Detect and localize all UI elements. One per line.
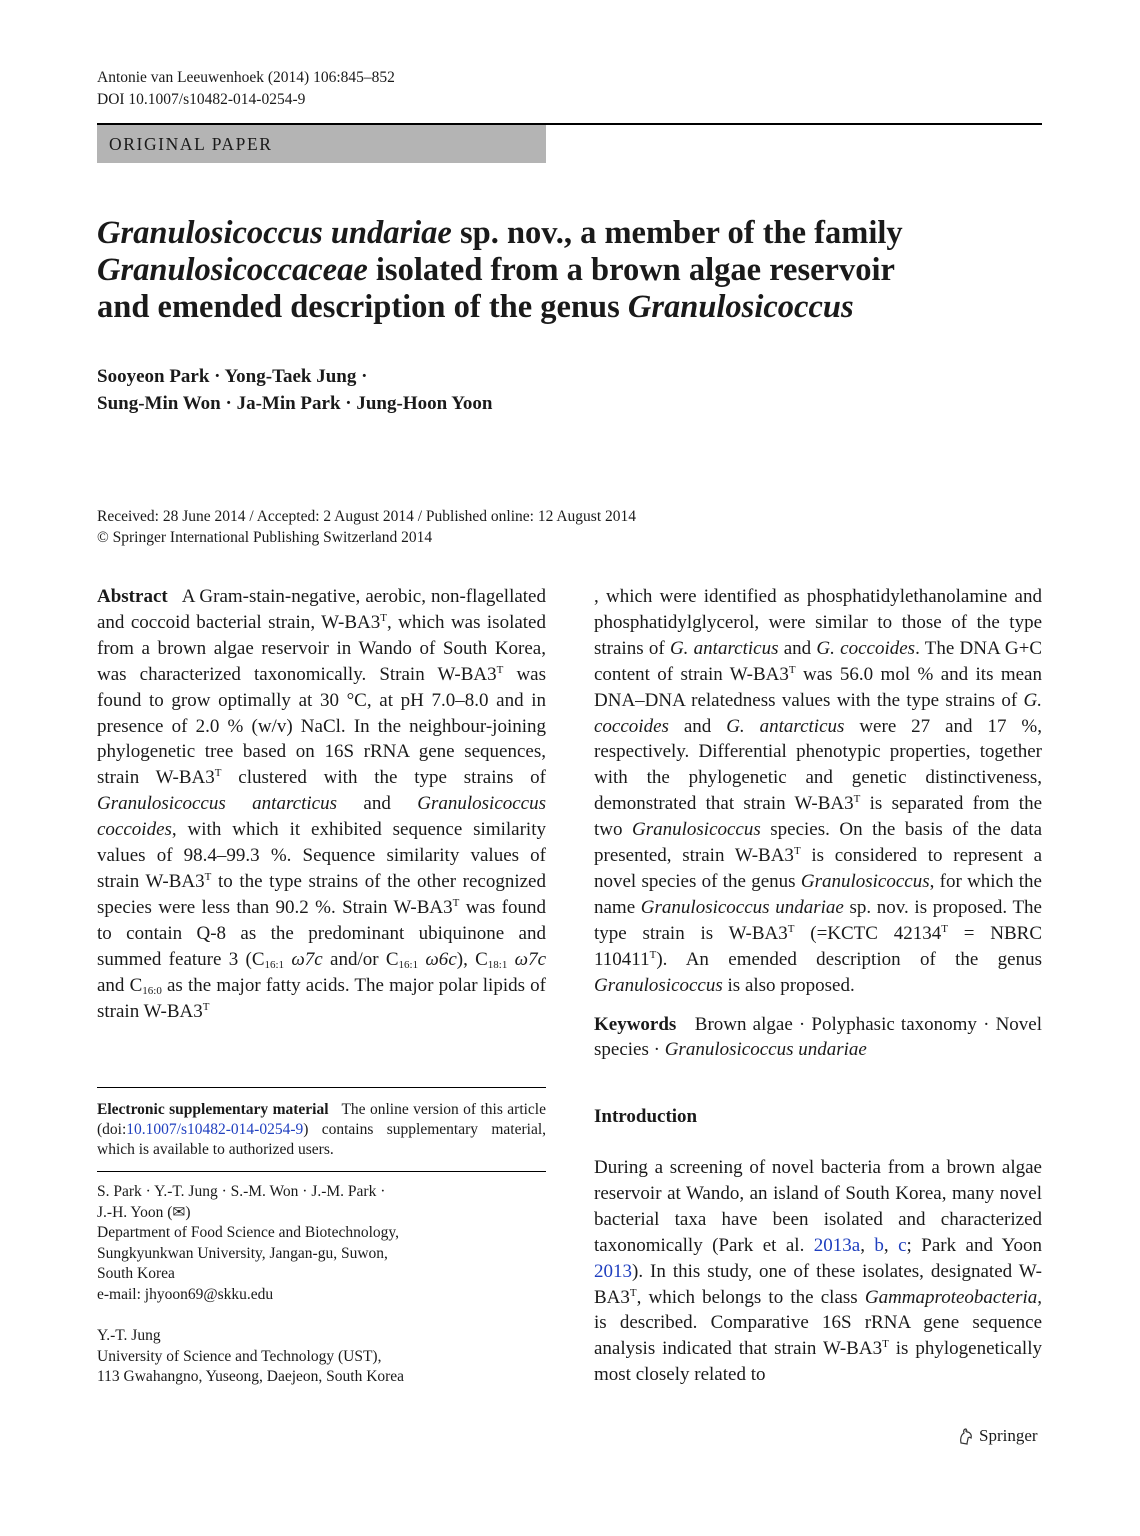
footnote-rule	[97, 1087, 546, 1088]
author-email[interactable]: e-mail: jhyoon69@skku.edu	[97, 1285, 274, 1303]
abstract-text: Abstract A Gram-stain-negative, aerobic, non-flagellated and coccoid bacterial strain, $W-BA3^T$, which was isolated from a brown algae reservoir in Wando of South Korea, was characterized taxonomically. Strain $W-BA3^T$ was found to grow optimally at 30 °C, at pH 7.0–8.0 and in presence of 2.0 % (w/v) NaCl. In the neighbour-joining phylogenetic tree based on 16S rRNA gene sequences, strain $W-BA3^T$ clustered with the type strains of Granulosicoccus antarcticus and Granulosicoccus coccoides, with which it exhibited sequence similarity values of 98.4–99.3 %. Sequence similarity values of strain $W-BA3^T$ to the type strains of the other recognized species were less than 90.2 %. Strain $W-BA3^T$ was found to contain Q-8 as the predominant ubiquinone and summed feature 3 (C16:1 ω7c and/or C16:1 ω6c), C18:1 ω7c and C16:0 as the major fatty acids. The major polar lipids of strain $W-BA3^T$	[97, 586, 547, 1022]
supplementary-note: Electronic supplementary material The online version of this article (doi:10.1007/s10482-014-0254-9) contains supplementary material, which is available to authorized users.	[97, 1101, 546, 1158]
doi-line: DOI 10.1007/s10482-014-0254-9	[97, 91, 306, 108]
abstract-text-continued: , which were identified as phosphatidylethanolamine and phosphatidylglycerol, were similar to those of the type strains of G. antarcticus and G. coccoides. The DNA G+C content of strain $W-BA3^T$ was 56.0 mol % and its mean DNA–DNA relatedness values with the type strains of G. coccoides and G. antarcticus were 27 and 17 %, respectively. Differential phenotypic properties, together with the phylogenetic and genetic distinctiveness, demonstrated that strain $W-BA3^T$ is separated from the two Granulosicoccus species. On the basis of the data presented, strain $W-BA3^T$ is considered to represent a novel species of the genus Granulosicoccus, for which the name Granulosicoccus undariae sp. nov. is proposed. The type strain is $W-BA3^T$ (=KCTC $42134^T$ = NBRC $110411^T$). An emended description of the genus Granulosicoccus is also proposed.	[594, 586, 1043, 996]
journal-citation: Antonie van Leeuwenhoek (2014) 106:845–852	[97, 69, 395, 86]
authors-line: Sung-Min Won · Ja-Min Park · Jung-Hoon Yoon	[97, 393, 493, 414]
affiliation-university: Sungkyunkwan University, Jangan-gu, Suwon,	[97, 1244, 388, 1262]
title-text: sp. nov., a member of the family	[451, 215, 903, 251]
affiliation-rule	[97, 1171, 546, 1172]
title-species: Granulosicoccus undariae	[97, 215, 452, 251]
publication-dates	[97, 506, 636, 548]
affiliation-university: University of Science and Technology (UST),	[97, 1347, 382, 1365]
citation-link[interactable]: b	[874, 1234, 884, 1256]
publisher-logo	[955, 1424, 1038, 1448]
springer-horse-icon	[955, 1426, 975, 1446]
copyright-line: © Springer International Publishing Switzerland 2014	[97, 529, 433, 546]
title-family: Granulosicoccaceae	[97, 252, 368, 288]
keywords	[594, 1012, 1042, 1064]
affiliation-department: Department of Food Science and Biotechnology,	[97, 1224, 400, 1241]
affiliation-authors: S. Park · Y.-T. Jung · S.-M. Won · J.-M. Park ·	[97, 1183, 386, 1200]
introduction-text: During a screening of novel bacteria from a brown algae reservoir at Wando, an island of South Korea, many novel bacterial taxa have been isolated and characterized taxonomically (Park et al. 2013a, b, c; Park and Yoon 2013). In this study, one of these isolates, designated $W-BA3^T$, which belongs to the class Gammaproteobacteria, is described. Comparative 16S rRNA gene sequence analysis indicated that strain $W-BA3^T$ is phylogenetically most closely related to	[594, 1157, 1042, 1386]
section-tag: ORIGINAL PAPER	[97, 125, 546, 163]
doi-link[interactable]: 10.1007/s10482-014-0254-9	[126, 1121, 304, 1138]
introduction-heading: Introduction	[594, 1106, 698, 1127]
citation-link[interactable]: c	[898, 1234, 907, 1256]
title-text: and emended description of the genus	[97, 289, 628, 325]
title-text: isolated from a brown algae reservoir	[367, 252, 895, 288]
citation-link[interactable]: 2013	[594, 1260, 632, 1282]
keywords-label: Keywords	[594, 1013, 677, 1035]
title-genus: Granulosicoccus	[627, 289, 854, 325]
author-list	[97, 363, 492, 417]
affiliation-block-2	[97, 1326, 546, 1388]
esm-label: Electronic supplementary material	[97, 1101, 329, 1118]
abstract-column-right	[594, 584, 1042, 1063]
publisher-name: Springer	[979, 1426, 1038, 1445]
affiliation-country: South Korea	[97, 1265, 175, 1282]
keywords-text: Brown algae · Polyphasic taxonomy · Novel species ·	[594, 1013, 1042, 1061]
history-line: Received: 28 June 2014 / Accepted: 2 August 2014 / Published online: 12 August 2014	[97, 508, 637, 525]
keywords-species: Granulosicoccus undariae	[664, 1039, 867, 1061]
abstract-column-left	[97, 584, 546, 1024]
affiliation-author: Y.-T. Jung	[97, 1327, 161, 1344]
abstract-label: Abstract	[97, 586, 168, 607]
corresponding-author: J.-H. Yoon (✉)	[97, 1203, 191, 1221]
citation-link[interactable]: 2013a	[813, 1234, 861, 1256]
affiliation-block	[97, 1182, 546, 1305]
article-title	[97, 215, 997, 326]
journal-header	[97, 67, 395, 111]
affiliation-address: 113 Gwahangno, Yuseong, Daejeon, South Korea	[97, 1368, 405, 1385]
authors-line: Sooyeon Park · Yong-Taek Jung ·	[97, 366, 368, 387]
